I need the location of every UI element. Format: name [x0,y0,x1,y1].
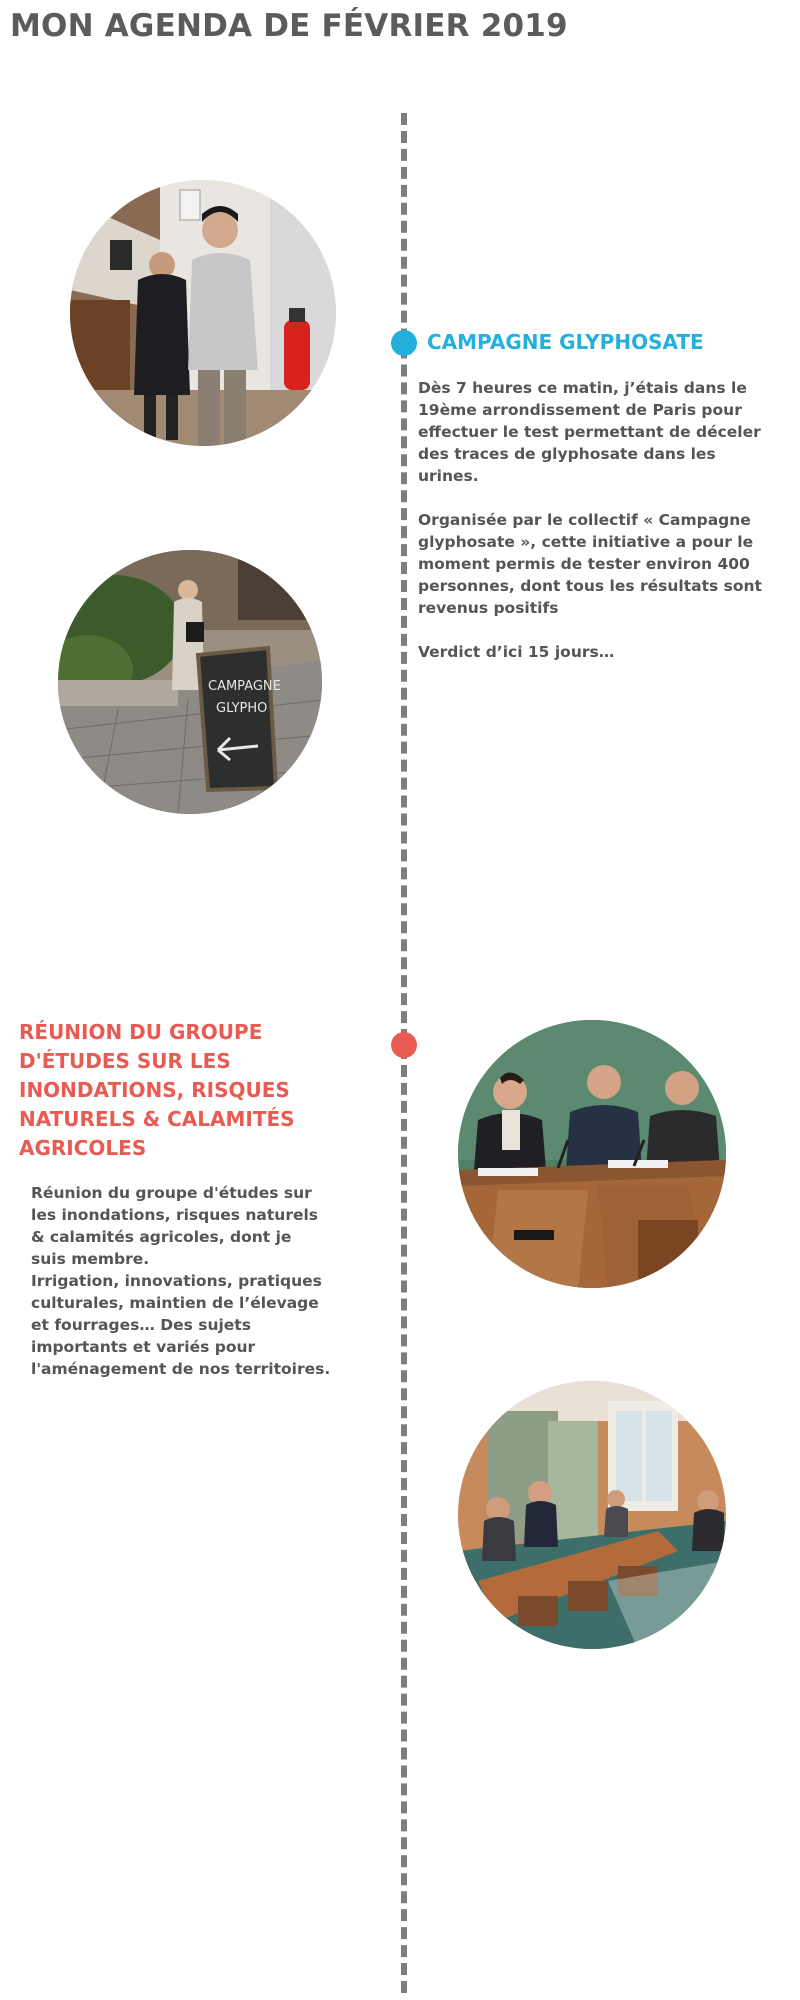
page-title: MON AGENDA DE FÉVRIER 2019 [10,8,568,44]
photo-reunion-room [458,1381,726,1649]
timeline-dot-reunion [391,1032,417,1058]
sign-text-line-2: GLYPHO [216,701,268,716]
event-paragraph: Verdict d’ici 15 jours… [418,643,615,661]
event-title-glyphosate: CAMPAGNE GLYPHOSATE [427,330,704,354]
event-paragraph: Organisée par le collectif « Campagne glyphosate », cette initiative a pour le moment permis de tester environ 400 personnes, dont tous les résultats sont revenus positifs [418,511,762,617]
photo-campagne-glypho-street-sign [58,550,322,814]
event-paragraph: Dès 7 heures ce matin, j’étais dans le 19ème arrondissement de Paris pour effectuer le test permettant de déceler des traces de glyphosate dans les urines. [418,379,761,485]
event-description-glyphosate [418,377,778,685]
sign-text-line-1: CAMPAGNE [208,679,281,694]
photo-glyphosate-test-hallway [70,180,336,446]
photo-reunion-panel [458,1020,726,1288]
event-paragraph: Réunion du groupe d'études sur les inondations, risques naturels & calamités agricoles, dont je suis membre. Irrigation, innovations, pratiques culturales, maintien de l’élevage et fourrages… Des sujets importants et variés pour l'aménagement de nos territoires. [31,1184,331,1378]
timeline-dot-glyphosate [391,330,417,356]
event-title-reunion: RÉUNION DU GROUPE D'ÉTUDES SUR LES INONDATIONS, RISQUES NATURELS & CALAMITÉS AGRICOLES [19,1020,295,1160]
event-description-reunion [31,1182,331,1402]
